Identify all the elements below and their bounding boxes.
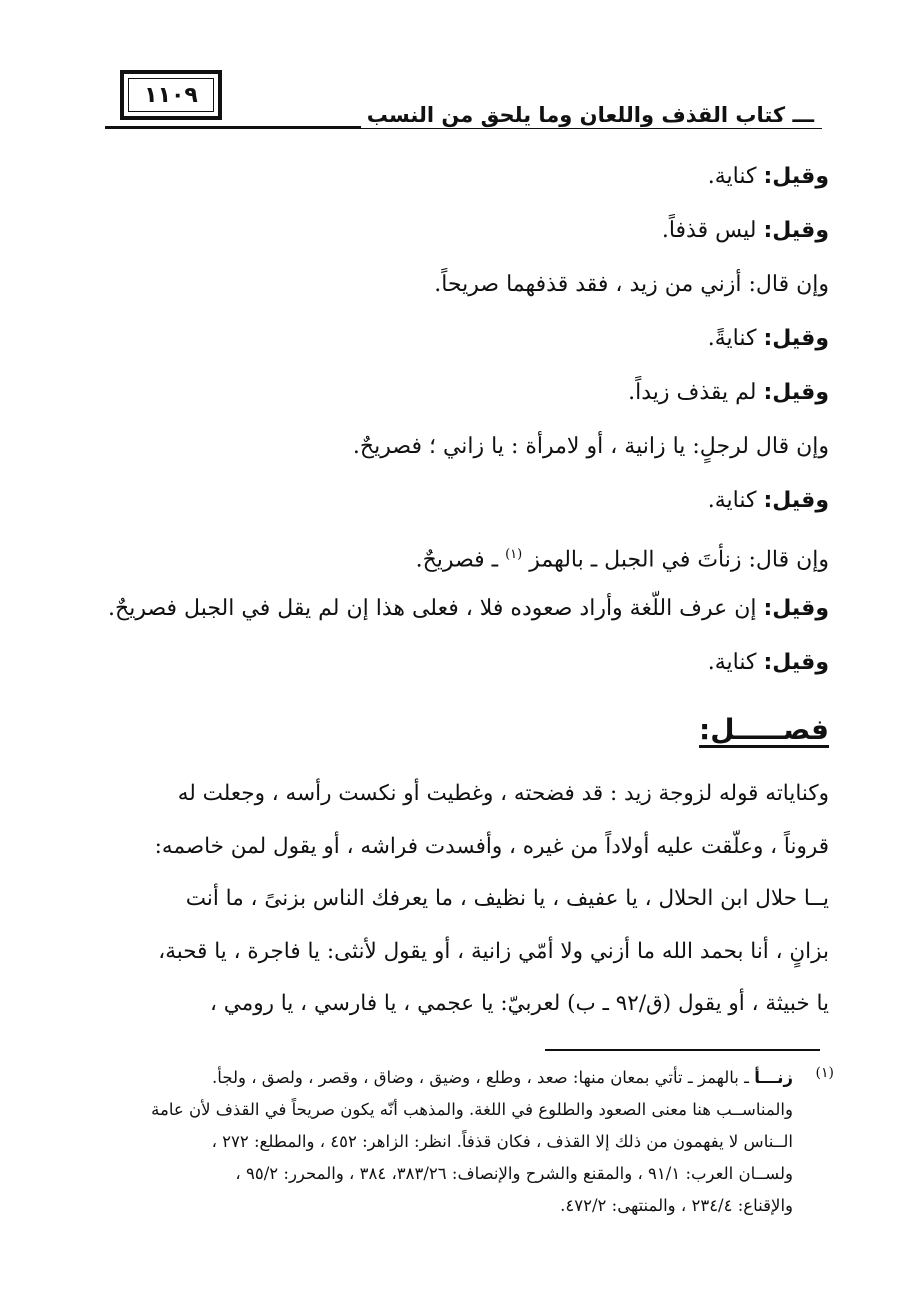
line-text: وإن قال: أزني من زيد ، فقد قذفهما صريحاً. [434, 272, 829, 297]
paragraph-line: يا خبيثة ، أو يقول (ق/٩٢ ـ ب) لعربيّ: يا عجمي ، يا فارسي ، يا رومي ، [210, 991, 829, 1016]
line-lead: وقيل: [763, 164, 829, 189]
section-heading: فصـــــل: [699, 713, 829, 746]
line-text: إن عرف اللّغة وأراد صعوده فلا ، فعلى هذا إن لم يقل في الجبل فصريحٌ. [108, 596, 764, 621]
paragraph-line: يــا حلال ابن الحلال ، يا عفيف ، يا نظيف ، ما يعرفك الناس بزنىً ، ما أنت [185, 886, 829, 911]
text-line [99, 636, 829, 690]
line-text: كنايةً. [707, 326, 764, 351]
footnote-line: ولســان العرب: ٩١/١ ، والمقنع والشرح والإنصاف: ٣٨٣/٢٦، ٣٨٤ ، والمحرر: ٩٥/٢ ، [235, 1164, 793, 1183]
running-header-title: ـــ كتاب القذف واللعان وما يلحق من النسب [361, 102, 822, 128]
footnote-lead: زنـــأ [754, 1068, 793, 1087]
line-text: كناية. [707, 488, 764, 513]
footnote-separator [545, 1049, 820, 1051]
footnote-reference[interactable]: (١) [505, 547, 523, 562]
text-line [99, 366, 829, 420]
line-lead: وقيل: [763, 218, 829, 243]
line-lead: وقيل: [763, 650, 829, 675]
rulings-list [99, 150, 829, 690]
page-number-box [120, 70, 222, 120]
text-line [99, 474, 829, 528]
line-lead: وقيل: [763, 596, 829, 621]
text-line [99, 258, 829, 312]
footnote-line: والمناســب هنا معنى الصعود والطلوع في اللغة. والمذهب أنّه يكون صريحاً في القذف لأن عامة [151, 1100, 793, 1119]
line-text: كناية. [707, 650, 764, 675]
text-line [99, 204, 829, 258]
line-text-after: ـ فصريحٌ. [415, 547, 506, 573]
line-text: لم يقذف زيداً. [628, 380, 764, 405]
line-text: وإن قال لرجلٍ: يا زانية ، أو لامرأة : يا زاني ؛ فصريحٌ. [352, 434, 829, 459]
text-line [99, 420, 829, 474]
line-lead: وقيل: [763, 326, 829, 351]
text-line [99, 582, 829, 636]
footnote [103, 1062, 834, 1222]
paragraph-line: وكناياته قوله لزوجة زيد : قد فضحته ، وغطيت أو نكست رأسه ، وجعلت له [177, 781, 829, 806]
footnote-line [103, 1062, 793, 1094]
paragraph-line: قروناً ، وعلّقت عليه أولاداً من غيره ، وأفسدت فراشه ، أو يقول لمن خاصمه: [154, 833, 829, 859]
paragraph-line: بزانٍ ، أنا بحمد الله ما أزني ولا أمّي زانية ، أو يقول لأنثى: يا فاجرة ، يا قحبة، [158, 938, 829, 964]
page-number: ١١٠٩ [128, 78, 214, 112]
text-line [99, 528, 829, 582]
line-text: وإن قال: زنأتَ في الجبل ـ بالهمز [522, 547, 829, 573]
text-line [99, 312, 829, 366]
footnote-marker: (١) [815, 1065, 834, 1081]
section-paragraph [103, 768, 829, 1031]
text-line [99, 150, 829, 204]
line-text: ليس قذفاً. [661, 218, 764, 243]
footnote-line-text: ـ بالهمز ـ تأتي بمعان منها: صعد ، وطلع ، وضيق ، وضاق ، وقصر ، ولصق ، ولجأ. [212, 1068, 755, 1087]
footnote-body [103, 1062, 793, 1222]
line-lead: وقيل: [763, 380, 829, 405]
footnote-line: والإقناع: ٢٣٤/٤ ، والمنتهى: ٤٧٢/٢. [560, 1196, 793, 1215]
line-lead: وقيل: [763, 488, 829, 513]
line-text: كناية. [707, 164, 764, 189]
footnote-line: الــناس لا يفهمون من ذلك إلا القذف ، فكان قذفاً. انظر: الزاهر: ٤٥٢ ، والمطلع: ٢٧٢ ، [211, 1132, 793, 1151]
